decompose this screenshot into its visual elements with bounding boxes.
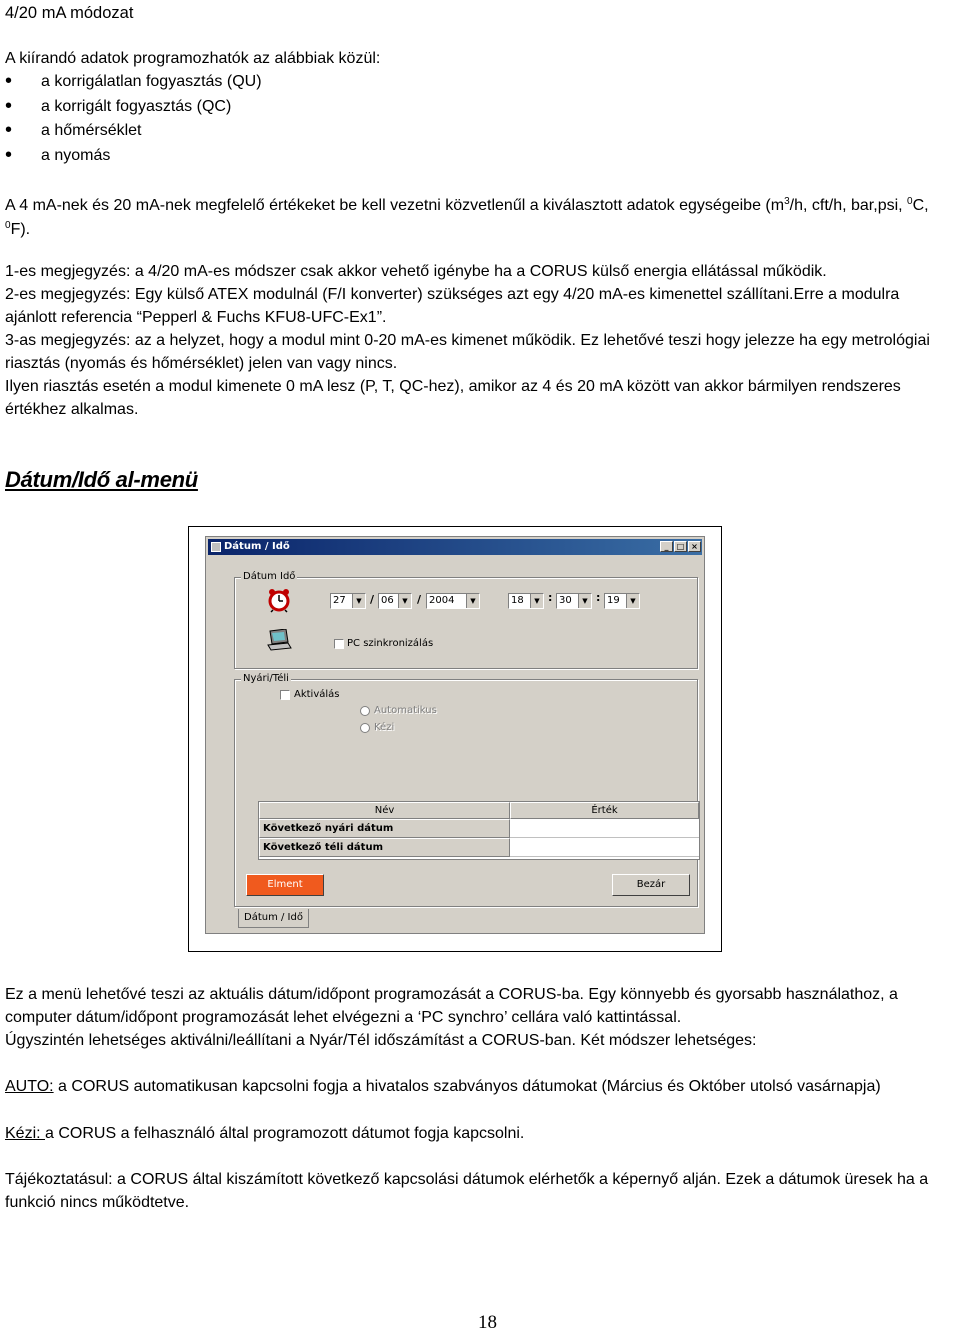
- auto-radio[interactable]: [360, 706, 370, 716]
- maximize-button[interactable]: □: [674, 541, 687, 552]
- auto-label: AUTO:: [5, 1078, 54, 1095]
- chevron-down-icon: ▼: [626, 594, 639, 608]
- datetime-group: [234, 571, 698, 669]
- auto-description: AUTO: a CORUS automatikusan kapcsolni fogja a hivatalos szabványos dátumokat (Március és Október utolsó vasárnapja): [5, 1078, 881, 1095]
- note-line: értékhez alkalmas.: [5, 401, 139, 418]
- chevron-down-icon: ▼: [398, 594, 411, 608]
- note-line: 1-es megjegyzés: a 4/20 mA-es módszer csak akkor vehető igénybe ha a CORUS külső energia ellátással működik.: [5, 263, 827, 280]
- computer-icon: [266, 629, 292, 651]
- note-line: 2-es megjegyzés: Egy külső ATEX modulnál (F/I konverter) szükséges azt egy 4/20 mA-es kimenettel szállítani.Erre a modulra: [5, 286, 900, 303]
- app-icon: [211, 542, 221, 552]
- body-line: Ez a menü lehetővé teszi az aktuális dátum/időpont programozását a CORUS-ba. Egy könnyebb és gyorsabb használathoz, a: [5, 986, 898, 1003]
- list-item: • a korrigálatlan fogyasztás (QU): [5, 70, 262, 95]
- dst-group: [234, 673, 698, 907]
- list-item: • a nyomás: [5, 144, 262, 169]
- body-line: Úgyszintén lehetséges aktiválni/leállítani a Nyár/Tél időszámítást a CORUS-ban. Két módszer lehetséges:: [5, 1032, 757, 1049]
- save-button[interactable]: Elment: [246, 874, 324, 896]
- next-winter-value-cell[interactable]: [510, 838, 699, 857]
- auto-radio-label: Automatikus: [374, 705, 437, 716]
- time-separator: :: [596, 591, 601, 604]
- date-separator: /: [417, 593, 422, 606]
- column-header-name[interactable]: Név: [259, 802, 510, 819]
- page-number: 18: [478, 1312, 497, 1333]
- manual-description: Kézi: a CORUS a felhasználó által programozott dátumot fogja kapcsolni.: [5, 1125, 525, 1142]
- dst-activate-label: Aktiválás: [294, 689, 340, 700]
- dst-activate-checkbox[interactable]: [280, 690, 290, 700]
- group-label: Nyári/Téli: [243, 673, 289, 684]
- hour-select[interactable]: 18 ▼: [508, 593, 544, 609]
- window-title: Dátum / Idő: [224, 541, 290, 552]
- section-title: Dátum/Idő al-menü: [5, 467, 198, 492]
- year-select[interactable]: 2004 ▼: [426, 593, 480, 609]
- time-separator: :: [548, 591, 553, 604]
- window-titlebar: [208, 539, 702, 555]
- close-window-button[interactable]: Bezár: [612, 874, 690, 896]
- dst-dates-table: [258, 801, 700, 860]
- minimize-button[interactable]: _: [660, 541, 673, 552]
- screenshot-frame: [188, 526, 722, 952]
- chevron-down-icon: ▼: [530, 594, 543, 608]
- units-paragraph-line1: A 4 mA-nek és 20 mA-nek megfelelő értékeket be kell vezetni közvetlenűl a kiválasztott adatok egységeibe ($m^3/h$, cft/h, bar,psi, $^0$C,: [5, 196, 929, 214]
- manual-radio-label: Kézi: [374, 722, 395, 733]
- list-item: • a hőmérséklet: [5, 119, 262, 144]
- note-line: Ilyen riasztás esetén a modul kimenete 0 mA lesz (P, T, QC-hez), amikor az 4 és 20 mA között van akkor bármilyen rendszeres: [5, 378, 901, 395]
- column-header-value[interactable]: Érték: [510, 802, 699, 819]
- note-line: ajánlott referencia “Pepperl & Fuchs KFU8-UFC-Ex1”.: [5, 309, 387, 326]
- datetime-window: [205, 536, 705, 934]
- body-line: computer dátum/időpont programozását lehet elvégezni a ‘PC synchro’ cellára való kattintással.: [5, 1009, 682, 1026]
- alarm-clock-icon: [266, 587, 292, 613]
- minute-select[interactable]: 30 ▼: [556, 593, 592, 609]
- table-row-next-summer: Következő nyári dátum: [259, 819, 510, 838]
- data-option-list: [5, 70, 262, 168]
- page-heading: 4/20 mA módozat: [5, 4, 134, 22]
- pc-sync-label: PC szinkronizálás: [347, 638, 434, 649]
- chevron-down-icon: ▼: [466, 594, 479, 608]
- pc-sync-checkbox[interactable]: [334, 639, 344, 649]
- chevron-down-icon: ▼: [352, 594, 365, 608]
- list-item: • a korrigált fogyasztás (QC): [5, 95, 262, 120]
- intro-text: A kiírandó adatok programozhatók az alábbiak közül:: [5, 50, 381, 67]
- note-line: riasztás (nyomás és hőmérséklet) jelen van vagy nincs.: [5, 355, 398, 372]
- manual-label: Kézi:: [5, 1125, 46, 1142]
- note-line: 3-as megjegyzés: az a helyzet, hogy a modul mint 0-20 mA-es kimenet működik. Ez lehetővé teszi hogy jelezze ha egy metrológiai: [5, 332, 930, 349]
- group-label: Dátum Idő: [243, 571, 296, 582]
- chevron-down-icon: ▼: [578, 594, 591, 608]
- table-row-next-winter: Következő téli dátum: [259, 838, 510, 857]
- body-line: Tájékoztatásul: a CORUS által kiszámított következő kapcsolási dátumok elérhetők a képernyő alján. Ezek a dátumok üresek ha a: [5, 1171, 929, 1188]
- month-select[interactable]: 06 ▼: [378, 593, 412, 609]
- date-separator: /: [370, 593, 375, 606]
- body-line: funkció nincs működtetve.: [5, 1194, 190, 1211]
- next-summer-value-cell[interactable]: [510, 819, 699, 838]
- manual-radio[interactable]: [360, 723, 370, 733]
- close-button[interactable]: ×: [688, 541, 701, 552]
- second-select[interactable]: 19 ▼: [604, 593, 640, 609]
- tab-datetime[interactable]: Dátum / Idő: [238, 909, 309, 928]
- units-paragraph-line2: $^0$F).: [5, 220, 31, 238]
- day-select[interactable]: 27 ▼: [330, 593, 366, 609]
